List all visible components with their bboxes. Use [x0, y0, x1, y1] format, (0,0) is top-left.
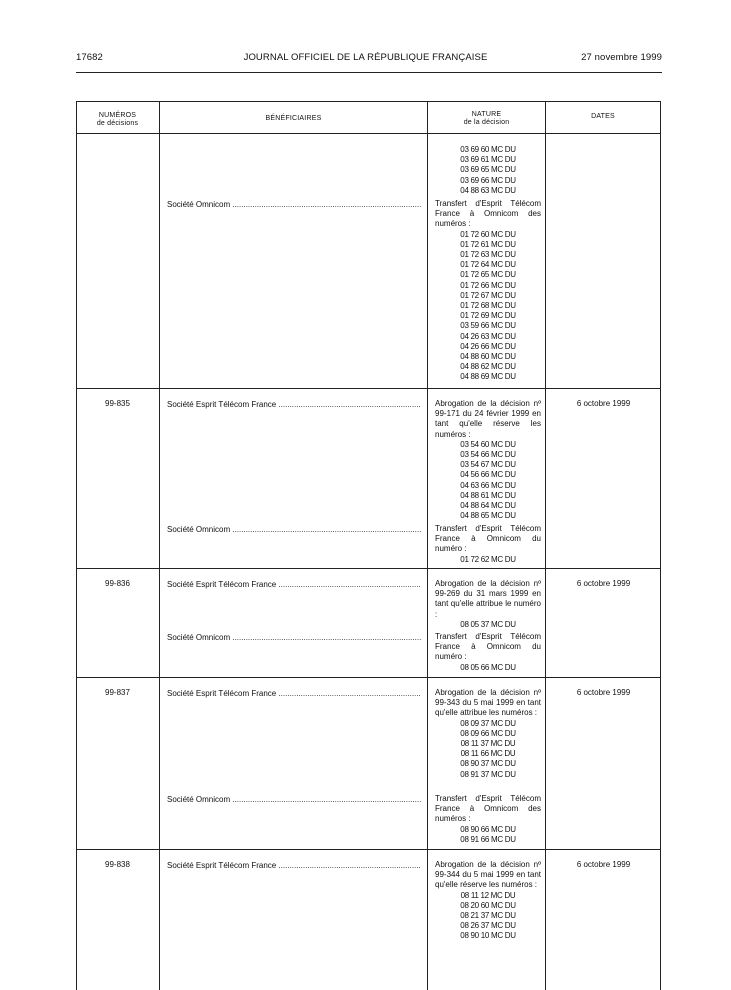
nature-text: Transfert d'Esprit Télécom France à Omnicom des numéros :	[435, 794, 541, 824]
phone-number: 08 11 12 MC DU	[460, 890, 516, 900]
phone-number: 01 72 66 MC DU	[460, 280, 516, 290]
phone-number: 08 21 37 MC DU	[460, 911, 516, 921]
decision-number: 99-837	[105, 688, 130, 697]
phone-number: 03 59 66 MC DU	[460, 321, 516, 331]
phone-number: 04 56 66 MC DU	[460, 470, 516, 480]
phone-number: 03 54 60 MC DU	[460, 439, 516, 449]
table-border-right	[660, 101, 661, 990]
phone-number: 04 88 69 MC DU	[460, 372, 516, 382]
column-header-decisions: NUMÉROS de décisions	[96, 112, 139, 127]
nature-text: Abrogation de la décision nº 99-344 du 5 mai 1999 en tant qu'elle réserve les numéros :	[435, 860, 541, 890]
nature-cell	[435, 399, 541, 521]
beneficiary: Société Omnicom .....	[167, 633, 421, 642]
phone-number: 03 69 66 MC DU	[460, 175, 516, 185]
phone-number: 03 54 66 MC DU	[460, 450, 516, 460]
phone-number: 01 72 63 MC DU	[460, 250, 516, 260]
phone-number: 01 72 65 MC DU	[460, 270, 516, 280]
decision-number: 99-838	[105, 860, 130, 869]
header-divider	[76, 133, 661, 134]
nature-numbers	[435, 145, 541, 196]
phone-number: 04 88 62 MC DU	[460, 362, 516, 372]
nature-text: Transfert d'Esprit Télécom France à Omnicom des numéros :	[435, 199, 541, 229]
nature-numbers	[435, 663, 541, 673]
phone-number: 03 69 65 MC DU	[460, 165, 516, 175]
row-divider	[76, 677, 661, 678]
phone-number: 04 88 64 MC DU	[460, 501, 516, 511]
phone-number: 08 26 37 MC DU	[460, 921, 516, 931]
phone-number: 03 54 67 MC DU	[460, 460, 516, 470]
phone-number: 08 11 66 MC DU	[460, 749, 516, 759]
phone-number: 08 90 37 MC DU	[460, 759, 516, 769]
nature-numbers	[435, 825, 541, 845]
phone-number: 08 90 10 MC DU	[460, 931, 516, 941]
nature-cell	[435, 524, 541, 565]
decision-date: 6 octobre 1999	[576, 688, 631, 697]
phone-number: 01 72 61 MC DU	[460, 239, 516, 249]
nature-text: Abrogation de la décision nº 99-269 du 31 mars 1999 en tant qu'elle attribue le numéro :	[435, 579, 541, 619]
phone-number: 01 72 60 MC DU	[460, 229, 516, 239]
row-divider	[76, 568, 661, 569]
phone-number: 01 72 64 MC DU	[460, 260, 516, 270]
nature-text: Abrogation de la décision nº 99-171 du 24 février 1999 en tant qu'elle réserve les numéros :	[435, 399, 541, 439]
row-divider	[76, 849, 661, 850]
column-header-dates: DATES	[591, 113, 615, 120]
decision-date: 6 octobre 1999	[576, 399, 631, 408]
nature-cell	[435, 860, 541, 942]
journal-title: JOURNAL OFFICIEL DE LA RÉPUBLIQUE FRANÇAISE	[243, 52, 488, 63]
publication-date: 27 novembre 1999	[581, 52, 662, 63]
beneficiary: Société Esprit Télécom France .....	[167, 400, 421, 409]
beneficiary: Société Esprit Télécom France .....	[167, 861, 421, 870]
nature-numbers	[435, 620, 541, 630]
nature-text: Abrogation de la décision nº 99-343 du 5 mai 1999 en tant qu'elle attribue les numéros :	[435, 688, 541, 718]
decision-date: 6 octobre 1999	[576, 579, 631, 588]
table-border-top	[76, 101, 661, 102]
nature-cell	[435, 579, 541, 630]
nature-numbers	[435, 230, 541, 383]
phone-number: 08 90 66 MC DU	[460, 824, 516, 834]
table-border-left	[76, 101, 77, 990]
nature-cell	[435, 794, 541, 845]
phone-number: 08 05 66 MC DU	[460, 662, 516, 672]
decision-number: 99-836	[105, 579, 130, 588]
phone-number: 04 63 66 MC DU	[460, 480, 516, 490]
phone-number: 04 26 66 MC DU	[460, 341, 516, 351]
nature-cell	[435, 199, 541, 383]
decisions-table	[76, 101, 661, 990]
phone-number: 03 69 61 MC DU	[460, 155, 516, 165]
nature-text: Transfert d'Esprit Télécom France à Omnicom du numéro :	[435, 524, 541, 554]
beneficiary: Société Omnicom .....	[167, 525, 421, 534]
phone-number: 04 88 63 MC DU	[460, 185, 516, 195]
phone-number: 04 26 63 MC DU	[460, 331, 516, 341]
decision-date: 6 octobre 1999	[576, 860, 631, 869]
phone-number: 04 88 61 MC DU	[460, 490, 516, 500]
decision-number: 99-835	[105, 399, 130, 408]
phone-number: 01 72 68 MC DU	[460, 301, 516, 311]
phone-number: 01 72 62 MC DU	[460, 554, 516, 564]
phone-number: 01 72 69 MC DU	[460, 311, 516, 321]
nature-cell	[435, 688, 541, 780]
nature-numbers	[435, 555, 541, 565]
phone-number: 03 69 60 MC DU	[460, 145, 516, 154]
phone-number: 04 88 60 MC DU	[460, 352, 516, 362]
beneficiary: Société Omnicom .....	[167, 795, 421, 804]
nature-numbers	[435, 891, 541, 942]
column-divider	[159, 101, 160, 990]
column-header-nature: NATURE de la décision	[463, 111, 510, 126]
column-divider	[427, 101, 428, 990]
nature-numbers	[435, 719, 541, 780]
phone-number: 08 05 37 MC DU	[460, 619, 516, 629]
phone-number: 08 11 37 MC DU	[460, 739, 516, 749]
phone-number: 08 91 66 MC DU	[460, 834, 516, 844]
row-divider	[76, 388, 661, 389]
phone-number: 04 88 65 MC DU	[460, 511, 516, 521]
beneficiary: Société Esprit Télécom France .....	[167, 689, 421, 698]
phone-number: 08 20 60 MC DU	[460, 900, 516, 910]
nature-text: Transfert d'Esprit Télécom France à Omnicom du numéro :	[435, 632, 541, 662]
phone-number: 01 72 67 MC DU	[460, 290, 516, 300]
phone-number: 08 91 37 MC DU	[460, 769, 516, 779]
beneficiary: Société Omnicom .....	[167, 200, 421, 209]
page-number: 17682	[76, 52, 103, 63]
phone-number: 08 09 66 MC DU	[460, 728, 516, 738]
phone-number: 08 09 37 MC DU	[460, 718, 516, 728]
nature-cell	[435, 632, 541, 673]
column-header-beneficiaires: BÉNÉFICIAIRES	[265, 115, 322, 122]
nature-numbers	[435, 440, 541, 522]
header-rule	[76, 72, 662, 73]
column-divider	[545, 101, 546, 990]
beneficiary: Société Esprit Télécom France .....	[167, 580, 421, 589]
